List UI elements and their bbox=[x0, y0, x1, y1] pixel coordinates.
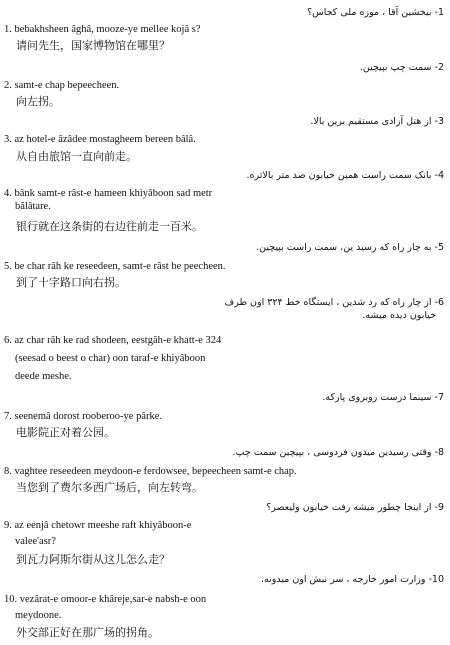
entry-8-romanized: 8. vaghtee reseedeen meydoon-e ferdowsee, bepeecheen samt-e chap. bbox=[4, 466, 297, 477]
entry-8-farsi: 8- وقتی رسیدین میدون فردوسی ، بپیچین سمت چپ. bbox=[232, 447, 444, 458]
entry-10-farsi: 10- وزارت امور خارجه ، سر نبش اون میدونه. bbox=[261, 574, 444, 585]
entry-10-chinese: 外交部正好在那广场的拐角。 bbox=[16, 626, 159, 639]
entry-3-romanized: 3. az hotel-e âzâdee mostagheem bereen bâlâ. bbox=[4, 134, 196, 145]
entry-4-farsi: 4- بانک سمت راست همین خیابون صد متر بالاتره. bbox=[246, 170, 444, 181]
entry-1-romanized: 1. bebakhsheen âghâ, mooze-ye mellee kojâ s? bbox=[4, 24, 201, 35]
entry-1-chinese: 请问先生，国家博物馆在哪里？ bbox=[16, 39, 170, 52]
entry-9-romanized: 9. az eenjâ chetowr meeshe raft khiyâboon-e valee'asr? bbox=[4, 520, 192, 547]
entry-8-chinese: 当您到了费尔多西广场后，向左转弯。 bbox=[16, 481, 203, 494]
entry-6-farsi: 6- از چار راه که رد شدین ، ایستگاه خط ۳۲۴ اون طرف خیابون دیده میشه. bbox=[224, 297, 444, 321]
entry-10-romanized: 10. vezârat-e omoor-e khâreje,sar-e nabsh-e oon meydoone. bbox=[4, 594, 207, 621]
entry-2-romanized: 2. samt-e chap bepeecheen. bbox=[4, 80, 120, 91]
entry-2-chinese: 向左拐。 bbox=[16, 95, 60, 108]
entry-9-chinese: 到瓦力阿斯尔街从这儿怎么走？ bbox=[16, 553, 170, 566]
entry-9-farsi: 9- از اینجا چطور میشه رفت خیابون ولیعصر؟ bbox=[266, 502, 444, 513]
entry-7-farsi: 7- سینما درست روبروی پارکه. bbox=[322, 392, 444, 403]
entry-7-chinese: 电影院正对着公园。 bbox=[16, 426, 115, 439]
entry-7-romanized: 7. seenemâ dorost rooberoo-ye pârke. bbox=[4, 411, 163, 422]
entry-4-romanized: 4. bânk samt-e râst-e hameen khiyâboon sad metr bâlâtare. bbox=[4, 188, 213, 212]
entry-2-farsi: 2- سمت چپ بپیچین. bbox=[359, 62, 444, 73]
entry-1-farsi: 1- بیخشین آقا ، موزه ملی کجاس؟ bbox=[307, 7, 444, 18]
entry-3-chinese: 从自由旅馆一直向前走。 bbox=[16, 150, 137, 163]
entry-5-chinese: 到了十字路口向右拐。 bbox=[16, 276, 126, 289]
entry-4-chinese: 银行就在这条街的右边往前走一百米。 bbox=[16, 220, 203, 233]
entry-5-romanized: 5. be char râh ke reseedeen, samt-e râst be peecheen. bbox=[4, 261, 226, 272]
entry-3-farsi: 3- از هتل آزادی مستقیم برین بالا. bbox=[310, 116, 444, 127]
entry-6-romanized: 6. az char râh ke rad shodeen, eestgâh-e khatt-e 324 (seesad o beest o char) oon taraf-e khiyâboon deede meshe. bbox=[4, 335, 222, 382]
entry-5-farsi: 5- به چار راه که رسید ین، سمت راست بپیچین. bbox=[256, 242, 444, 253]
